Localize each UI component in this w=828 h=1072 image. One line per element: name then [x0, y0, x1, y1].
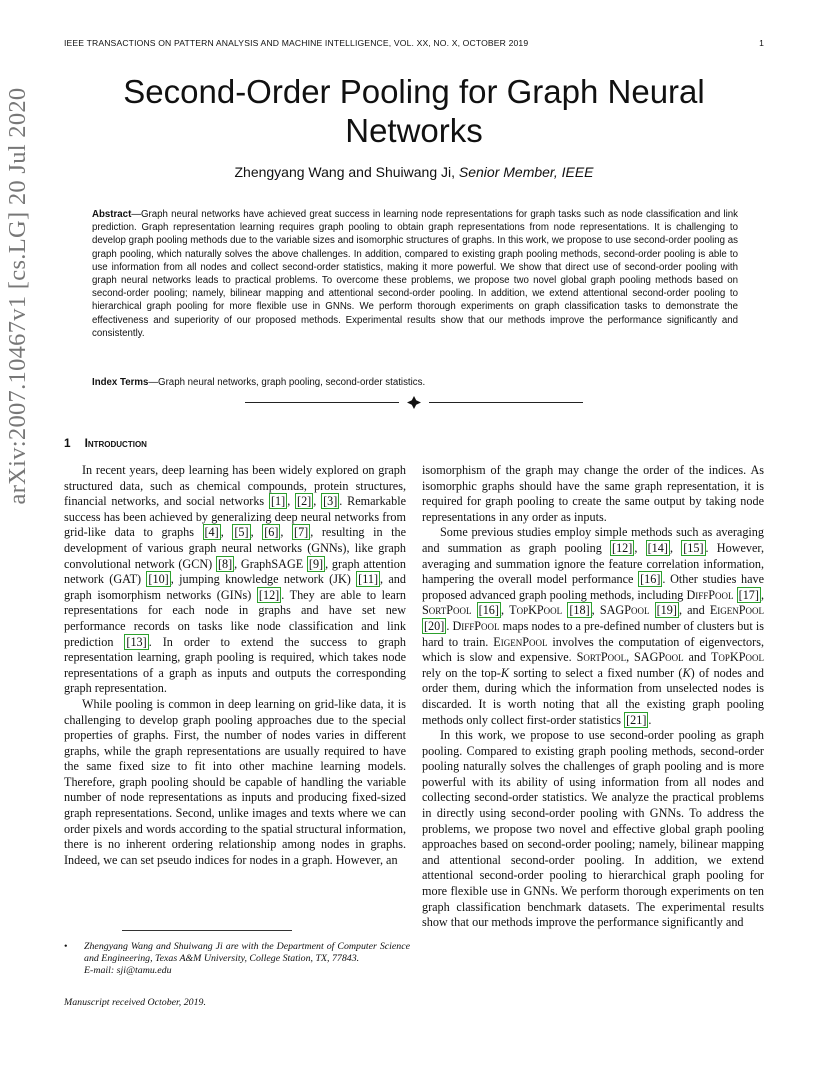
text-run: ,	[220, 525, 233, 540]
method-name: TopKPool	[509, 603, 563, 618]
section-heading	[64, 436, 147, 450]
method-name: DiffPool	[686, 587, 734, 602]
footnote-rule	[122, 930, 292, 931]
text-run: ,	[760, 587, 764, 602]
left-column	[64, 463, 406, 868]
intro-paragraph-continued: isomorphism of the graph may change the order of the indices. As isomorphic graphs should have the same graph representation, it is required for graph pooling to create the same output by taking node representations in any order as inputs.	[422, 463, 764, 524]
citation-link[interactable]: [1]	[270, 494, 286, 509]
method-name: TopKPool	[710, 650, 764, 665]
citation-link[interactable]: [4]	[204, 525, 219, 540]
citation-link[interactable]: [12]	[258, 587, 280, 602]
arxiv-identifier: arXiv:2007.10467v1 [cs.LG] 20 Jul 2020	[4, 87, 31, 505]
author-names: Zhengyang Wang and Shuiwang Ji,	[234, 164, 455, 180]
citation-link[interactable]: [6]	[264, 525, 279, 540]
citation-link[interactable]: [20]	[424, 618, 445, 633]
text-run: ,	[669, 540, 682, 555]
text-run: . Remarkable success has been achieved by generalizing deep neural networks from grid-like data to graphs	[64, 494, 406, 540]
citation-link[interactable]: [7]	[294, 525, 309, 540]
text-run: ,	[280, 525, 293, 540]
author-membership: Senior Member, IEEE	[458, 164, 594, 180]
text-run: . They are able to learn representations for each node in graphs and have set new performance records on tasks like node classification and link prediction	[64, 587, 406, 649]
text-run: Some previous studies employ simple methods such as averaging and summation as graph pooling	[422, 525, 764, 555]
method-name: SortPool	[576, 650, 627, 665]
index-terms-text: —Graph neural networks, graph pooling, second-order statistics.	[148, 377, 426, 388]
section-number: 1	[64, 436, 71, 450]
paper-title: Second-Order Pooling for Graph Neural Networks	[123, 73, 705, 149]
manuscript-note: Manuscript received October, 2019.	[64, 997, 206, 1008]
text-run: . Other studies have proposed advanced graph pooling methods, including	[422, 572, 764, 602]
citation-link[interactable]: [16]	[478, 603, 499, 618]
citation-link[interactable]: [9]	[308, 556, 324, 571]
citation-link[interactable]: [8]	[217, 556, 233, 571]
page-number: 1	[759, 38, 764, 48]
text-run: ,	[634, 540, 646, 555]
citation-link[interactable]: [17]	[738, 587, 759, 602]
text-run: ,	[313, 494, 322, 509]
author-line	[64, 164, 764, 180]
text-run: In recent years, deep learning has been widely explored on graph structured data, such as chemical compounds, protein structures, financial networks, and social networks	[64, 463, 406, 509]
text-run: ,	[500, 603, 510, 618]
index-terms-label: Index Terms	[92, 377, 149, 388]
text-run: , graph attention network (GAT)	[64, 556, 406, 587]
citation-link[interactable]: [3]	[323, 494, 338, 509]
intro-paragraph-1	[64, 463, 406, 697]
citation-link[interactable]: [12]	[612, 540, 633, 555]
citation-link[interactable]: [21]	[626, 712, 647, 727]
citation-link[interactable]: [2]	[297, 494, 312, 509]
section-divider	[245, 395, 583, 409]
text-run: involves the computation of eigenvectors, which is slow and expensive.	[422, 634, 764, 665]
citation-link[interactable]: [13]	[126, 634, 147, 649]
citation-link[interactable]: [11]	[358, 572, 379, 587]
method-name: DiffPool	[452, 618, 500, 633]
citation-link[interactable]: [5]	[234, 525, 249, 540]
text-run: ,	[626, 650, 634, 665]
intro-paragraph-3	[422, 525, 764, 728]
citation-link[interactable]: [15]	[683, 540, 704, 555]
text-run: ,	[250, 525, 263, 540]
math-variable: K	[682, 665, 691, 680]
method-name: EigenPool	[493, 634, 548, 649]
math-variable: K	[500, 665, 509, 680]
text-run: , GraphSAGE	[234, 556, 307, 571]
footnote-bullet: •	[64, 941, 68, 952]
citation-link[interactable]: [16]	[640, 572, 661, 587]
journal-name: IEEE TRANSACTIONS ON PATTERN ANALYSIS AND MACHINE INTELLIGENCE, VOL. XX, NO. X, OCTOBER 2019	[64, 38, 529, 48]
intro-paragraph-4: In this work, we propose to use second-order pooling as graph pooling. Compared to existing graph pooling methods, second-order pooling naturally solves the challenges of graph pooling and is more powerful with its ability of using information from all nodes and collecting second-order statistics. We analyze the practical problems in directly using second-order pooling with GNNs. To address the problems, we propose two novel and effective global graph pooling approaches based on second-order pooling; namely, bilinear mapping and attentional second-order pooling. In addition, we extend attentional second-order pooling to hierarchical graph pooling for more flexible use in GNNs. We perform thorough experiments on ten graph classification benchmark datasets. The experimental results show that our methods improve the performance significantly and	[422, 728, 764, 930]
right-column	[422, 463, 764, 931]
affiliation-text: Zhengyang Wang and Shuiwang Ji are with the Department of Computer Science and Engineering, Texas A&M University, College Station, TX, 77843.	[84, 941, 410, 965]
citation-link[interactable]: [10]	[148, 572, 169, 587]
text-run: .	[446, 618, 453, 633]
text-run: and	[683, 650, 711, 665]
method-name: SAGPool	[634, 650, 684, 665]
section-title: Introduction	[84, 436, 147, 450]
method-name: SAGPool	[599, 603, 650, 618]
text-run: , jumping knowledge network (JK)	[170, 572, 357, 587]
text-run: . In order to extend the success to graph representation learning, graph pooling is required, which takes node representations of a graph as inputs and outputs the corresponding graph representation.	[64, 634, 406, 696]
running-header	[64, 38, 764, 48]
citation-link[interactable]: [18]	[569, 603, 590, 618]
affiliation-footnote	[64, 941, 410, 978]
index-terms	[92, 376, 738, 389]
abstract-text: —Graph neural networks have achieved great success in learning node representations for graph tasks such as node classification and link prediction. Graph representation learning requires graph pooling to obtain graph representations from node representations. It is challenging to develop graph pooling methods due to the variable sizes and isomorphic structures of graphs. In this work, we propose to use second-order pooling as graph pooling, which naturally solves the above challenges. In addition, compared to existing graph pooling methods, second-order pooling is able to use information from all nodes and collect second-order statistics, making it more powerful. We show that direct use of second-order pooling with graph neural networks leads to practical problems. To overcome these problems, we propose two novel global graph pooling methods based on second-order pooling; namely, bilinear mapping and attentional second-order pooling. In addition, we extend attentional second-order pooling to hierarchical graph pooling for more flexible use in GNNs. We perform thorough experiments on graph classification tasks to demonstrate the effectiveness and superiority of our proposed methods. Experimental results show that our methods improve the performance significantly and consistently.	[92, 209, 738, 339]
abstract-label: Abstract	[92, 209, 132, 220]
method-name: SortPool	[422, 603, 472, 618]
citation-link[interactable]: [19]	[656, 603, 677, 618]
email-text: E-mail: sji@tamu.edu	[84, 965, 172, 977]
text-run: rely on the top-	[422, 665, 501, 680]
text-run: sorting to select a fixed number (	[508, 665, 683, 680]
text-run: , and	[678, 603, 710, 618]
text-run: ,	[287, 494, 296, 509]
text-run: , resulting in the development of various graph neural networks (GNNs), like graph convolutional network (GCN)	[64, 525, 407, 571]
citation-link[interactable]: [14]	[647, 540, 668, 555]
method-name: EigenPool	[709, 603, 765, 618]
text-run: maps nodes to a pre-defined number of clusters but is hard to train.	[422, 618, 764, 649]
text-run: , and graph isomorphism networks (GINs)	[64, 572, 406, 602]
text-run: .	[648, 712, 652, 727]
text-run: . However, averaging and summation ignore the feature correlation information, hampering the overall model performance	[422, 540, 765, 587]
text-run: ,	[591, 603, 600, 618]
intro-paragraph-2: While pooling is common in deep learning on grid-like data, it is challenging to develop graph pooling approaches due to the special properties of graphs. First, the number of nodes varies in different graphs, while the graph representations are usually required to have the same fixed size to fit into other machine learning models. Therefore, graph pooling should be capable of handling the variable number of node representations as inputs and producing fixed-sized graph representations. Second, unlike images and texts where we can order pixels and words according to the spatial structural information, there is no inherent ordering relationship among nodes in graphs. Indeed, we can set pseudo indices for nodes in a graph. However, an	[64, 696, 406, 867]
abstract	[92, 208, 738, 340]
text-run: ) of nodes and order them, during which the information from unselected nodes is discarded. It is worth noting that all the existing graph pooling methods only collect first-order statistics	[422, 665, 764, 727]
